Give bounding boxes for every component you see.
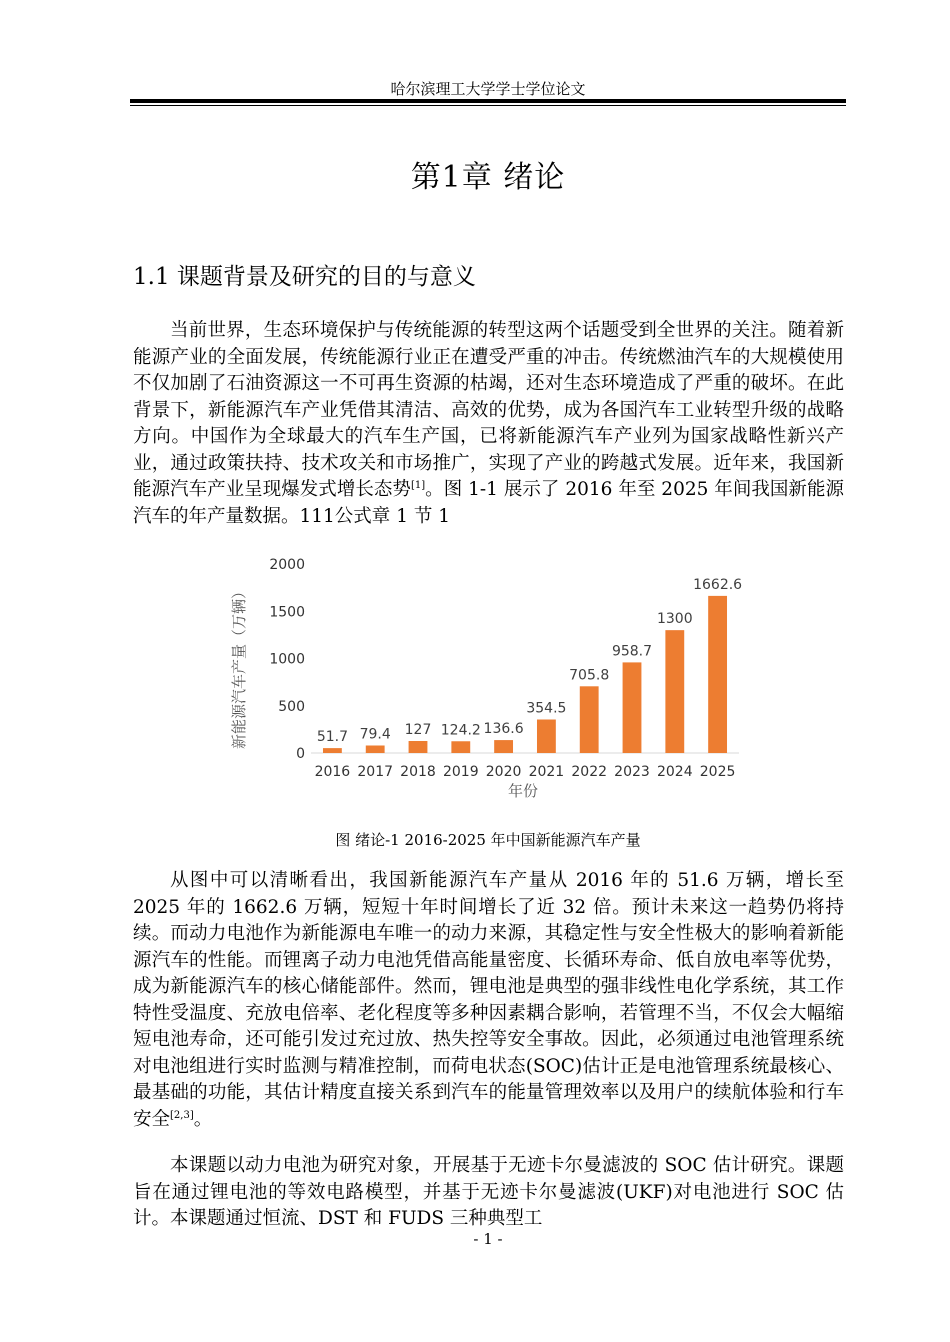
bar-2019 bbox=[451, 741, 470, 753]
x-tick-label: 2021 bbox=[528, 764, 565, 780]
bar-2021 bbox=[537, 719, 556, 753]
y-axis-title: 新能源汽车产量（万辆） bbox=[230, 583, 248, 750]
data-label: 136.6 bbox=[483, 721, 524, 738]
x-tick-label: 2022 bbox=[571, 764, 608, 780]
paragraph-research bbox=[133, 1153, 844, 1233]
data-label: 958.7 bbox=[611, 643, 653, 660]
bar-2016 bbox=[323, 748, 342, 753]
x-tick-label: 2019 bbox=[442, 764, 479, 780]
citation[interactable]: [2,3] bbox=[170, 1109, 194, 1121]
page-number: - 1 - bbox=[473, 1230, 503, 1248]
bar-chart bbox=[220, 550, 760, 810]
section-title: 1.1 课题背景及研究的目的与意义 bbox=[133, 264, 476, 290]
x-tick-label: 2023 bbox=[614, 764, 650, 780]
y-tick-label: 2000 bbox=[269, 557, 305, 573]
data-label: 1300 bbox=[656, 611, 693, 628]
bar-2017 bbox=[366, 745, 385, 753]
x-tick-label: 2016 bbox=[314, 764, 351, 780]
x-tick-label: 2024 bbox=[656, 764, 693, 780]
bar-2020 bbox=[494, 740, 513, 753]
paragraph-background bbox=[133, 318, 844, 530]
paragraph-text: 当前世界，生态环境保护与传统能源的转型这两个话题受到全世界的关注。随着新能源产业的全面发展，传统能源行业正在遭受严重的冲击。传统燃油汽车的大规模使用不仅加剧了石油资源这一不可再生资源的枯竭，还对生态环境造成了严重的破坏。在此背景下，新能源汽车产业凭借其清洁、高效的优势，成为各国汽车工业转型升级的战略方向。中国作为全球最大的汽车生产国，已将新能源汽车产业列为国家战略性新兴产业，通过政策扶持、技术攻关和市场推广，实现了产业的跨越式发展。近年来，我国新能源汽车产业呈现爆发式增长态势 bbox=[133, 320, 844, 500]
bar-2018 bbox=[409, 741, 428, 753]
y-tick-label: 500 bbox=[278, 698, 305, 715]
y-tick-label: 1000 bbox=[269, 651, 305, 668]
data-label: 127 bbox=[404, 721, 432, 738]
data-label: 79.4 bbox=[359, 726, 391, 743]
y-tick-label: 0 bbox=[296, 746, 305, 762]
x-axis-title: 年份 bbox=[507, 782, 539, 800]
running-header: 哈尔滨理工大学学士学位论文 bbox=[390, 80, 586, 98]
paragraph-battery bbox=[133, 868, 844, 1133]
bar-2023 bbox=[623, 662, 642, 753]
data-label: 354.5 bbox=[526, 700, 567, 717]
figure-production-chart bbox=[220, 550, 760, 810]
bar-2024 bbox=[665, 630, 684, 753]
bar-2022 bbox=[580, 686, 599, 753]
x-tick-label: 2017 bbox=[357, 764, 394, 780]
data-label: 705.8 bbox=[569, 667, 610, 684]
header-rule-thin bbox=[130, 105, 846, 106]
paragraph-text: 从图中可以清晰看出，我国新能源汽车产量从 2016 年的 51.6 万辆，增长至 2025 年的 1662.6 万辆，短短十年时间增长了近 32 倍。预计未来这一趋势仍将持续。而动力电池作为新能源电车唯一的动力来源，其稳定性与安全性极大的影响着新能源汽车的性能。而锂离子动力电池凭借高能量密度、长循环寿命、低自放电率等优势，成为新能源汽车的核心储能部件。然而，锂电池是典型的强非线性电化学系统，其工作特性受温度、充放电倍率、老化程度等多种因素耦合影响，若管理不当，不仅会大幅缩短电池寿命，还可能引发过充过放、热失控等安全事故。因此，必须通过电池管理系统对电池组进行实时监测与精准控制，而荷电状态(SOC)估计正是电池管理系统最核心、最基础的功能，其估计精度直接关系到汽车的能量管理效率以及用户的续航体验和行车安全 bbox=[133, 870, 844, 1130]
data-label: 124.2 bbox=[440, 722, 481, 739]
x-tick-label: 2020 bbox=[485, 764, 522, 780]
citation[interactable]: [1] bbox=[410, 479, 426, 491]
data-label: 1662.6 bbox=[693, 576, 743, 593]
header-rule-thick bbox=[130, 99, 846, 103]
paragraph-text-after: 。图 1-1 展示了 2016 年至 2025 年间我国新能源汽车的年产量数据。111公式章 1 节 1 bbox=[133, 479, 844, 527]
y-tick-label: 1500 bbox=[269, 604, 305, 621]
bar-2025 bbox=[708, 596, 727, 753]
paragraph-text-after: 。 bbox=[193, 1108, 213, 1130]
chapter-title: 第1章 绪论 bbox=[410, 160, 566, 195]
data-label: 51.7 bbox=[316, 729, 348, 746]
x-tick-label: 2025 bbox=[699, 764, 736, 780]
figure-caption: 图 绪论-1 2016-2025 年中国新能源汽车产量 bbox=[335, 831, 641, 849]
x-tick-label: 2018 bbox=[400, 764, 436, 780]
paragraph-text: 本课题以动力电池为研究对象，开展基于无迹卡尔曼滤波的 SOC 估计研究。课题旨在通过锂电池的等效电路模型，并基于无迹卡尔曼滤波(UKF)对电池进行 SOC 估计。本课题通过恒流、DST 和 FUDS 三种典型工 bbox=[133, 1155, 844, 1229]
